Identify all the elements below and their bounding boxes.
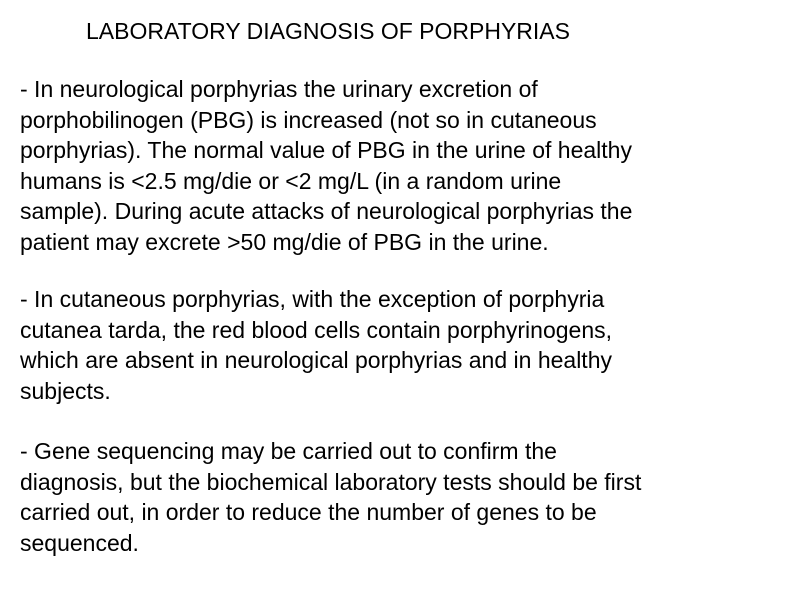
- slide-title: LABORATORY DIAGNOSIS OF PORPHYRIAS: [86, 18, 570, 44]
- text-line: which are absent in neurological porphyrias and in healthy: [20, 347, 612, 373]
- text-line: diagnosis, but the biochemical laboratory tests should be first: [20, 468, 642, 495]
- text-line: - In neurological porphyrias the urinary excretion of: [20, 76, 538, 102]
- text-line: cutanea tarda, the red blood cells contain porphyrinogens,: [20, 316, 613, 343]
- text-line: porphyrias). The normal value of PBG in the urine of healthy: [20, 137, 632, 163]
- paragraph-gene-sequencing: [20, 436, 641, 558]
- text-line: carried out, in order to reduce the number of genes to be: [20, 499, 597, 525]
- text-line: sample). During acute attacks of neurological porphyrias the: [20, 198, 633, 224]
- text-line: porphobilinogen (PBG) is increased (not so in cutaneous: [20, 106, 597, 133]
- text-line: patient may excrete >50 mg/die of PBG in the urine.: [20, 228, 549, 255]
- text-line: - In cutaneous porphyrias, with the exception of porphyria: [20, 286, 605, 312]
- paragraph-red-blood-cells: [20, 284, 612, 406]
- text-line: - Gene sequencing may be carried out to confirm the: [20, 438, 557, 464]
- paragraph-urinary-pbg: [20, 74, 632, 257]
- text-line: humans is <2.5 mg/die or <2 mg/L (in a random urine: [20, 167, 562, 194]
- text-line: subjects.: [20, 377, 111, 404]
- text-line: sequenced.: [20, 529, 139, 556]
